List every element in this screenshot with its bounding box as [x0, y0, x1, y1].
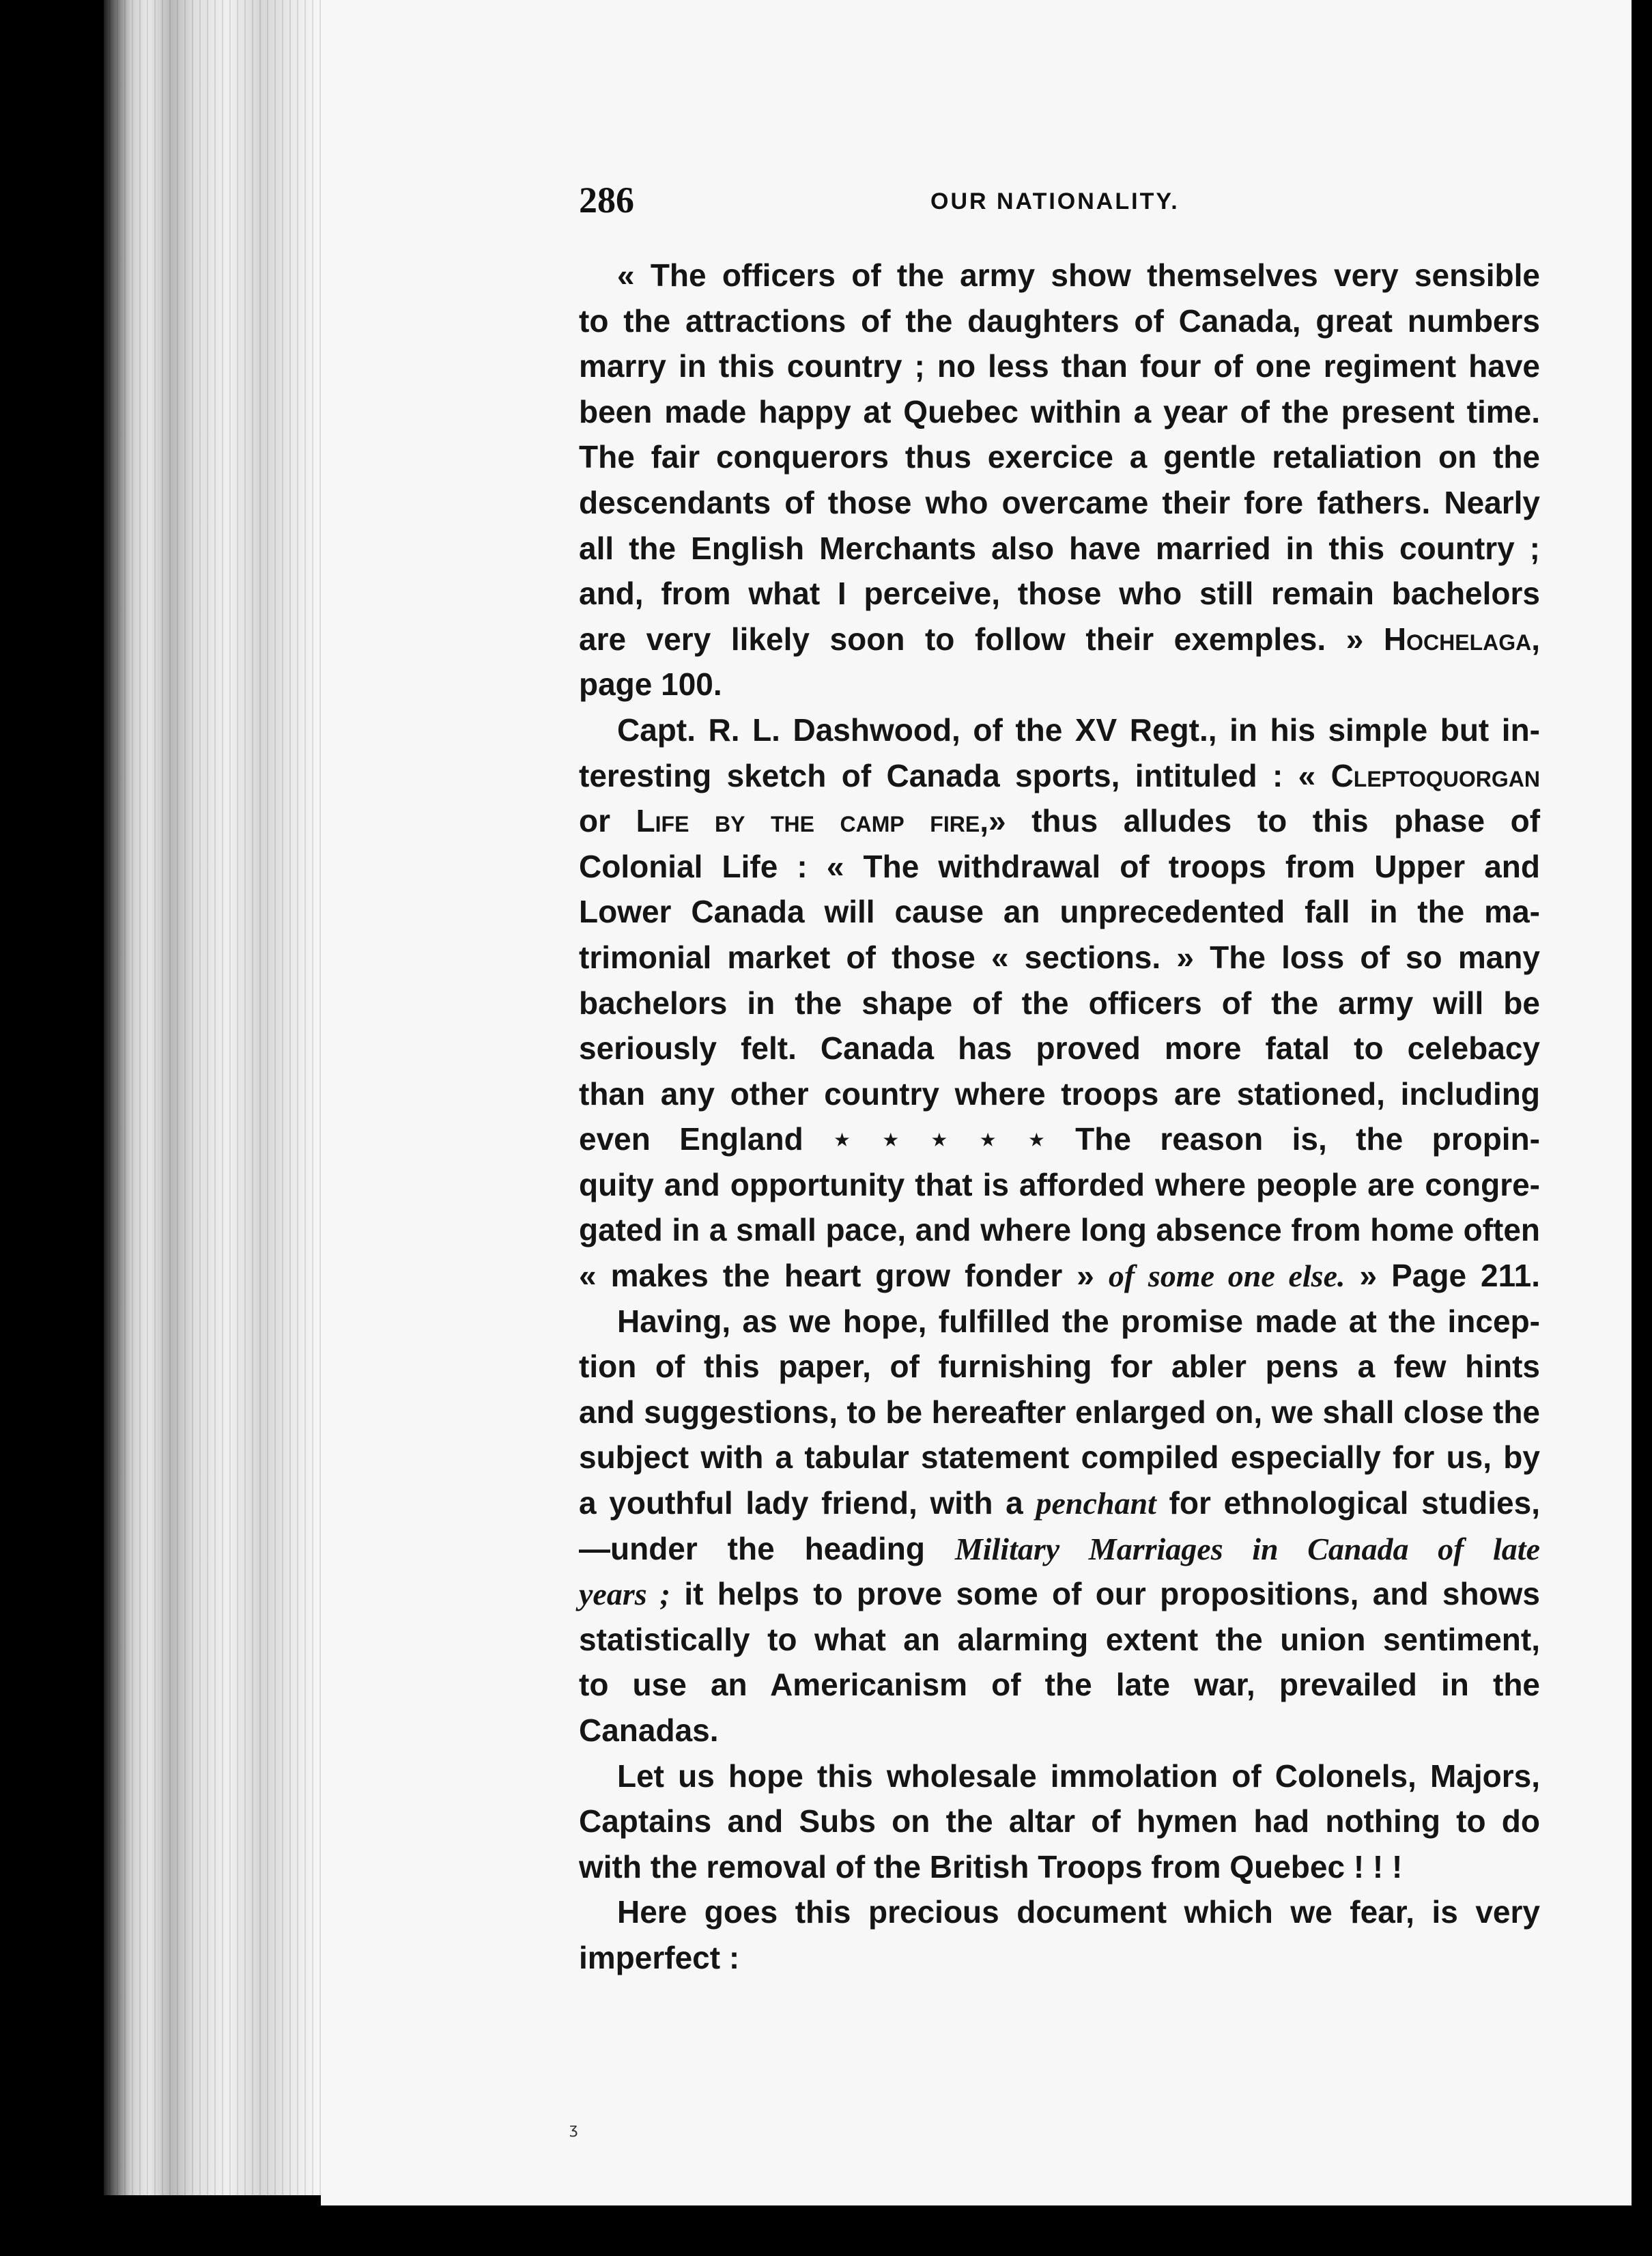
text-line: been made happy at Quebec within a year of the present time. [579, 393, 1540, 429]
text-span: it helps to prove some of our propositions, and shows [684, 1576, 1541, 1612]
text-line: imperfect : [579, 1939, 740, 1975]
text-line: Captains and Subs on the altar of hymen had nothing to do [579, 1803, 1540, 1839]
text-line [579, 753, 1540, 799]
text-line [579, 617, 1540, 662]
text-line: with the removal of the British Troops from Quebec ! ! ! [579, 1848, 1403, 1885]
text-line: The fair conquerors thus exercice a gentle retaliation on the [579, 439, 1540, 475]
text-line: Capt. R. L. Dashwood, of the XV Regt., in his simple but in- [617, 711, 1540, 748]
text-line: Let us hope this wholesale immolation of Colonels, Majors, [617, 1758, 1540, 1794]
text-line: even England ⋆ ⋆ ⋆ ⋆ ⋆ The reason is, the propin- [579, 1121, 1540, 1157]
text-line [579, 1526, 1540, 1572]
text-span: » thus alludes to this phase of [988, 803, 1541, 839]
text-line: and, from what I perceive, those who still remain bachelors [579, 576, 1540, 612]
text-span: » Page 211. [1359, 1258, 1541, 1294]
text-line: tion of this paper, of furnishing for abler pens a few hints [579, 1349, 1540, 1385]
text-line: to use an Americanism of the late war, prevailed in the [579, 1667, 1540, 1703]
text-line: bachelors in the shape of the officers of the army will be [579, 985, 1540, 1021]
text-line: trimonial market of those « sections. » The loss of so many [579, 939, 1540, 975]
text-line: seriously felt. Canada has proved more fatal to celebacy [579, 1030, 1540, 1067]
text-line: subject with a tabular statement compiled especially for us, by [579, 1439, 1540, 1476]
page-edge-lines [109, 0, 328, 2195]
book-subtitle: Life by the camp fire, [636, 803, 988, 839]
italic-phrase: of some one else. [1108, 1258, 1345, 1294]
text-line: page 100. [579, 666, 722, 703]
scan-border [1632, 0, 1652, 2256]
text-span: for ethnological studies, [1169, 1485, 1541, 1521]
body-text [579, 253, 1540, 1981]
book-title: Cleptoquorgan [1330, 757, 1540, 793]
text-line: Here goes this precious document which we fear, is very [617, 1894, 1540, 1930]
text-line: quity and opportunity that is afforded where people are congre- [579, 1166, 1540, 1202]
page-header [579, 179, 1548, 227]
text-line: Canadas. [579, 1712, 719, 1748]
text-line [579, 1480, 1540, 1526]
page-number: 286 [579, 180, 634, 221]
text-line: all the English Merchants also have married in this country ; [579, 530, 1540, 566]
text-line [579, 798, 1540, 844]
text-line: and suggestions, to be hereafter enlarged on, we shall close the [579, 1394, 1540, 1430]
text-line [579, 1571, 1540, 1617]
citation-hochelaga: Hochelaga, [1383, 621, 1540, 657]
running-head: OUR NATIONALITY. [930, 188, 1180, 214]
text-line: than any other country where troops are stationed, including [579, 1075, 1540, 1112]
text-span: —under the heading [579, 1530, 925, 1566]
text-span: a youthful lady friend, with a [579, 1485, 1023, 1521]
italic-heading: Military Marriages in Canada of late [954, 1531, 1540, 1566]
text-span: teresting sketch of Canada sports, intituled : « [579, 757, 1316, 793]
text-span: are very likely soon to follow their exemples. » [579, 621, 1364, 657]
footer-mark: ʒ [569, 2121, 578, 2138]
text-line: Colonial Life : « The withdrawal of troops from Upper and [579, 848, 1540, 884]
text-line: marry in this country ; no less than four of one regiment have [579, 348, 1540, 384]
text-line: gated in a small pace, and where long absence from home often [579, 1212, 1540, 1248]
text-span: or [579, 803, 610, 839]
text-line: Lower Canada will cause an unprecedented fall in the ma- [579, 894, 1540, 930]
italic-heading-end: years ; [579, 1577, 670, 1612]
text-line: Having, as we hope, fulfilled the promise made at the incep- [617, 1303, 1540, 1339]
text-line [579, 1253, 1540, 1299]
text-span: « makes the heart grow fonder » [579, 1258, 1094, 1294]
text-line: to the attractions of the daughters of Canada, great numbers [579, 302, 1540, 339]
text-line: descendants of those who overcame their fore fathers. Nearly [579, 484, 1540, 520]
text-line: statistically to what an alarming extent the union sentiment, [579, 1621, 1540, 1657]
italic-word: penchant [1036, 1486, 1156, 1521]
text-line: « The officers of the army show themselves very sensible [617, 257, 1540, 293]
